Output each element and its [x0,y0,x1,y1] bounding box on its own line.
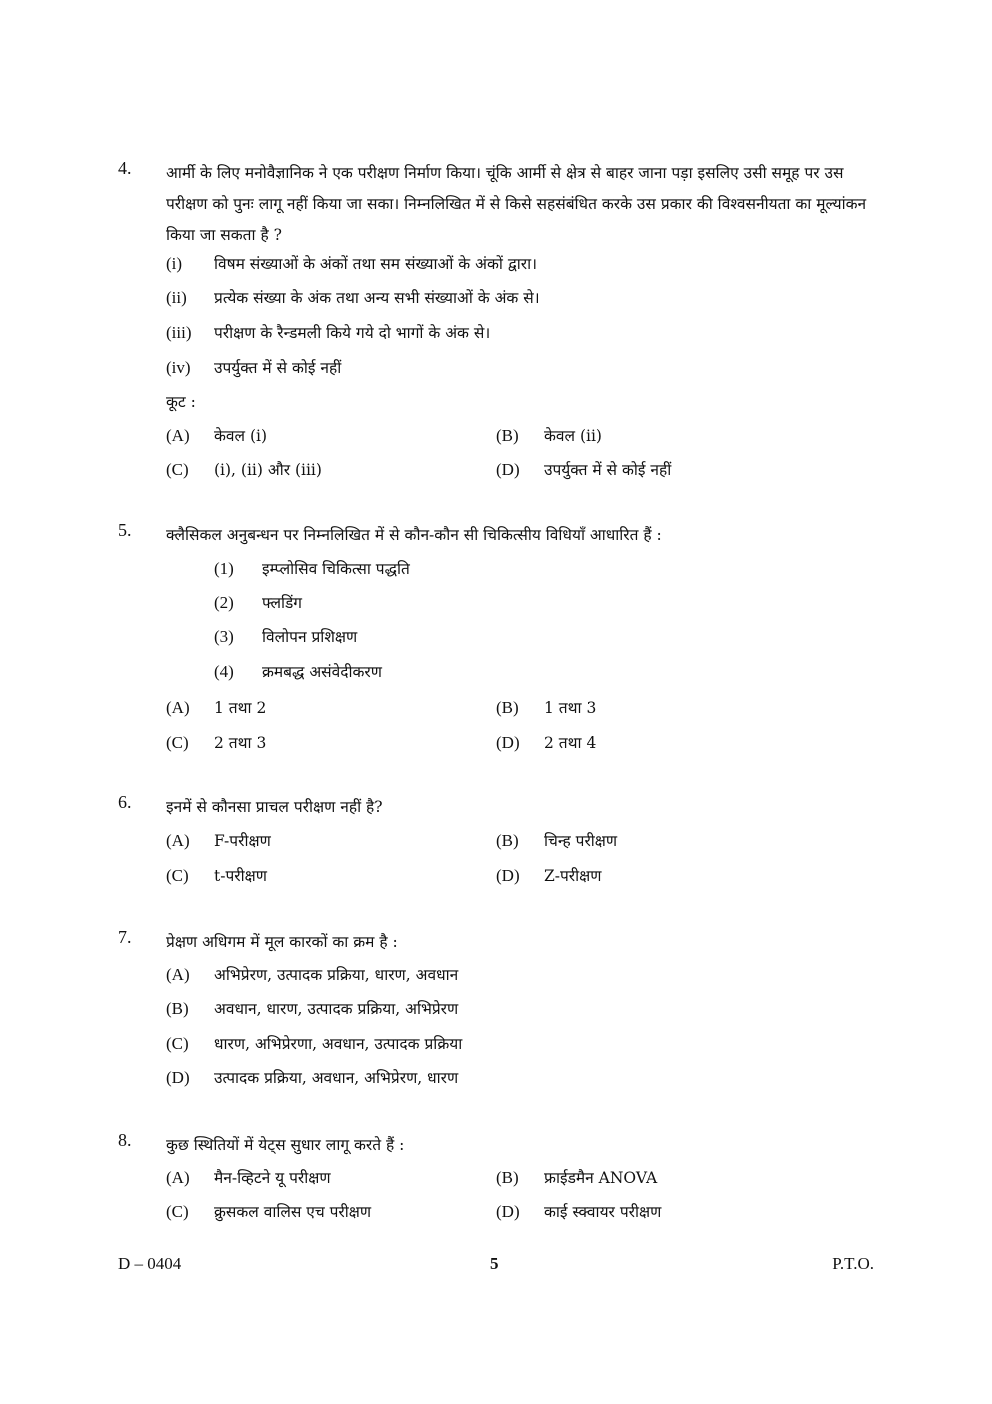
option-c [166,1030,874,1058]
option-a [166,961,874,989]
option-text: 2 तथा 3 [214,734,267,752]
option-row [166,827,874,855]
question-text: आर्मी के लिए मनोवैज्ञानिक ने एक परीक्षण निर्माण किया। चूंकि आर्मी से क्षेत्र से बाहर जाना पड़ा इसलिए उसी समूह पर उस परीक्षण को पुनः लागू नहीं किया जा सका। निम्नलिखित में से किसे सहसंबंधित करके उस प्रकार की विश्वसनीयता का मूल्यांकन किया जा सकता है ? [166,164,867,244]
item-text: इम्प्लोसिव चिकित्सा पद्धति [262,560,410,578]
option-label: (A) [166,426,190,445]
option-text: केवल (ii) [544,427,602,445]
option-d [166,1064,874,1092]
option-label: (B) [496,1168,519,1187]
item-label: (4) [214,662,234,681]
option-label: (C) [166,460,189,479]
question-number: 7. [118,927,132,947]
option-text: अवधान, धारण, उत्पादक प्रक्रिया, अभिप्रेरण [214,1000,459,1018]
option-row [166,1198,874,1226]
statement-text: परीक्षण के रैन्डमली किये गये दो भागों के अंक से। [214,324,491,342]
option-text: केवल (i) [214,427,268,445]
option-text: 2 तथा 4 [544,734,597,752]
item-label: (3) [214,627,234,646]
question-number: 8. [118,1130,132,1150]
option-label: (B) [496,426,519,445]
option-text: धारण, अभिप्रेरणा, अवधान, उत्पादक प्रक्रिया [214,1035,463,1053]
option-row [166,729,874,757]
statement-i [166,250,874,278]
option-label: (A) [166,965,190,984]
option-b [166,995,874,1023]
item-text: विलोपन प्रशिक्षण [262,628,358,646]
question-number: 4. [118,158,132,178]
statement-label: (i) [166,254,183,273]
option-row [166,694,874,722]
option-text: F-परीक्षण [214,832,271,850]
item-3 [214,623,874,651]
statement-label: (ii) [166,288,187,307]
option-label: (C) [166,733,189,752]
page-number: 5 [490,1254,499,1273]
question-text: क्लैसिकल अनुबन्धन पर निम्नलिखित में से कौन-कौन सी चिकित्सीय विधियाँ आधारित हैं : [166,526,662,544]
option-label: (B) [166,999,189,1018]
option-text: फ्राईडमैन ANOVA [544,1169,658,1187]
statement-label: (iii) [166,323,192,342]
item-text: फ्लडिंग [262,594,303,612]
pto-label: P.T.O. [832,1254,874,1273]
statement-text: प्रत्येक संख्या के अंक तथा अन्य सभी संख्याओं के अंक से। [214,289,540,307]
option-text: क्रुसकल वालिस एच परीक्षण [214,1203,372,1221]
option-label: (D) [496,866,520,885]
option-label: (C) [166,1034,189,1053]
option-row [166,456,874,484]
item-1 [214,555,874,583]
option-text: अभिप्रेरण, उत्पादक प्रक्रिया, धारण, अवधान [214,966,459,984]
option-row [166,422,874,450]
paper-code: D – 0404 [118,1254,182,1273]
option-text: 1 तथा 3 [544,699,597,717]
option-text: मैन-व्हिटने यू परीक्षण [214,1169,331,1187]
option-text: उपर्युक्त में से कोई नहीं [544,461,672,479]
option-label: (C) [166,866,189,885]
item-2 [214,589,874,617]
question-number: 5. [118,520,132,540]
option-label: (B) [496,698,519,717]
item-text: क्रमबद्ध असंवेदीकरण [262,663,382,681]
statement-iii [166,319,874,347]
statement-ii [166,284,874,312]
option-label: (D) [496,733,520,752]
option-label: (A) [166,698,190,717]
question-text: प्रेक्षण अधिगम में मूल कारकों का क्रम है : [166,933,398,951]
option-text: काई स्क्वायर परीक्षण [544,1203,662,1221]
option-label: (A) [166,1168,190,1187]
option-row [166,1164,874,1192]
code-label: कूट : [166,393,196,411]
item-label: (2) [214,593,234,612]
option-label: (D) [496,460,520,479]
option-text: (i), (ii) और (iii) [214,461,322,479]
question-text: इनमें से कौनसा प्राचल परीक्षण नहीं है? [166,798,383,816]
option-text: चिन्ह परीक्षण [544,832,618,850]
item-4 [214,658,874,686]
statement-text: उपर्युक्त में से कोई नहीं [214,359,342,377]
question-text: कुछ स्थितियों में येट्स सुधार लागू करते हैं : [166,1136,405,1154]
option-label: (B) [496,831,519,850]
option-label: (C) [166,1202,189,1221]
option-text: उत्पादक प्रक्रिया, अवधान, अभिप्रेरण, धारण [214,1069,459,1087]
option-row [166,862,874,890]
question-number: 6. [118,792,132,812]
option-text: Z-परीक्षण [544,867,602,885]
statement-label: (iv) [166,358,191,377]
option-text: t-परीक्षण [214,867,267,885]
option-text: 1 तथा 2 [214,699,267,717]
option-label: (A) [166,831,190,850]
statement-text: विषम संख्याओं के अंकों तथा सम संख्याओं के अंकों द्वारा। [214,255,537,273]
statement-iv [166,354,874,382]
item-label: (1) [214,559,234,578]
option-label: (D) [496,1202,520,1221]
option-label: (D) [166,1068,190,1087]
